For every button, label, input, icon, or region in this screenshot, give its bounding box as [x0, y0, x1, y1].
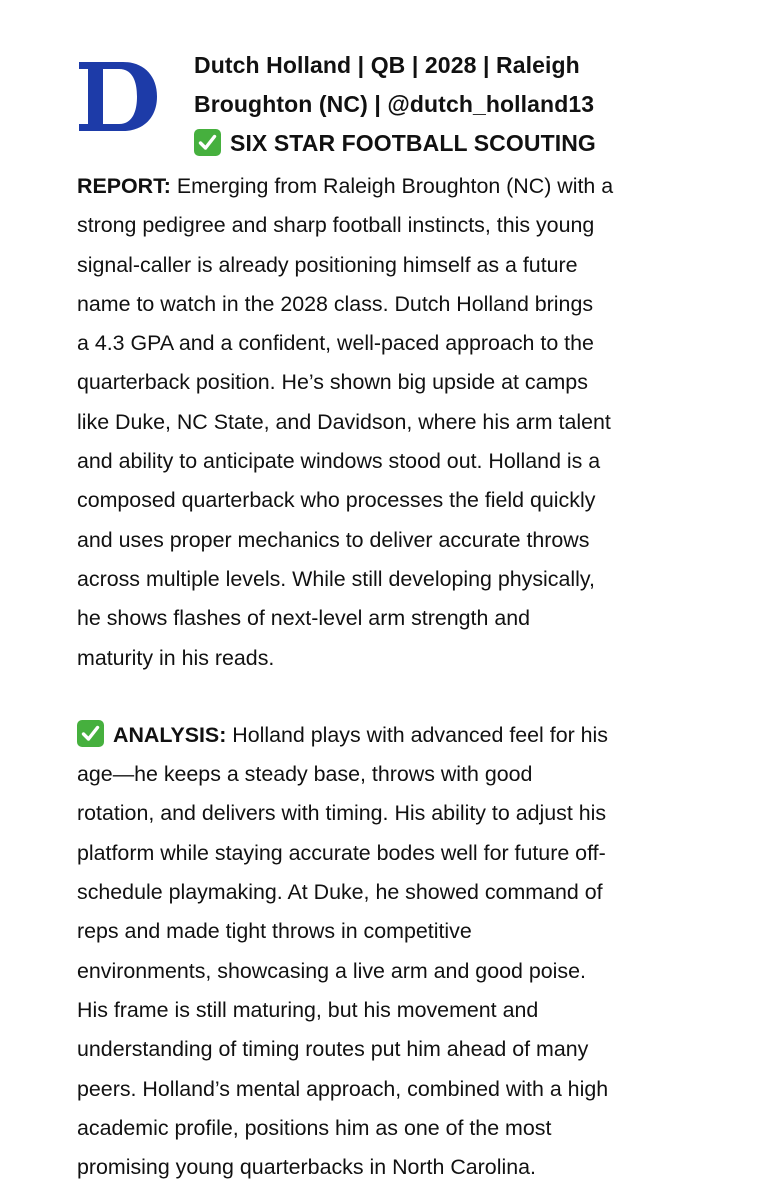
analysis-line: rotation, and delivers with timing. His ability to adjust his — [77, 801, 607, 826]
report-line: a 4.3 GPA and a confident, well-paced approach to the — [77, 331, 594, 356]
report-line: and uses proper mechanics to deliver accurate throws — [77, 527, 590, 552]
heading-subtitle: SIX STAR FOOTBALL SCOUTING — [230, 130, 596, 156]
report-paragraph — [77, 167, 697, 678]
report-line — [77, 167, 697, 206]
report-line: composed quarterback who processes the field quickly — [77, 488, 596, 513]
report-line: quarterback position. He’s shown big upside at camps — [77, 370, 588, 395]
analysis-line: reps and made tight throws in competitive — [77, 919, 472, 944]
heading-subtitle-line — [194, 124, 754, 163]
report-line-text: Emerging from Raleigh Broughton (NC) with a — [170, 174, 614, 198]
analysis-line: understanding of timing routes put him ahead of many — [77, 1037, 589, 1062]
analysis-line: promising young quarterbacks in North Carolina. — [77, 1155, 536, 1180]
report-line: maturity in his reads. — [77, 645, 275, 670]
report-body — [77, 167, 697, 1187]
check-mark-button-icon — [194, 129, 221, 156]
analysis-line: environments, showcasing a live arm and good poise. — [77, 958, 586, 983]
report-label: REPORT: — [77, 174, 171, 198]
report-line: name to watch in the 2028 class. Dutch Holland brings — [77, 291, 594, 316]
analysis-line: age—he keeps a steady base, throws with good — [77, 762, 533, 787]
heading-title-line-1: Dutch Holland | QB | 2028 | Raleigh — [194, 52, 580, 78]
duke-d-logo — [79, 62, 157, 131]
analysis-label: ANALYSIS: — [113, 722, 227, 747]
report-line: signal-caller is already positioning himself as a future — [77, 252, 578, 277]
report-line: he shows flashes of next-level arm strength and — [77, 606, 531, 631]
analysis-line: His frame is still maturing, but his movement and — [77, 997, 539, 1022]
check-mark-button-icon — [77, 720, 104, 747]
post-heading — [194, 46, 754, 163]
duke-d-logo-graphic — [79, 62, 157, 131]
analysis-line-text: Holland plays with advanced feel for his — [226, 722, 609, 747]
report-line: like Duke, NC State, and Davidson, where his arm talent — [77, 409, 611, 434]
heading-title-line-2: Broughton (NC) | @dutch_holland13 — [194, 91, 595, 117]
report-line: across multiple levels. While still developing physically, — [77, 566, 595, 591]
analysis-line — [77, 716, 697, 755]
report-line: strong pedigree and sharp football instincts, this young — [77, 213, 595, 238]
analysis-line: academic profile, positions him as one of the most — [77, 1115, 552, 1140]
analysis-paragraph — [77, 716, 697, 1188]
analysis-line: schedule playmaking. At Duke, he showed command of — [77, 880, 603, 905]
analysis-line: platform while staying accurate bodes well for future off- — [77, 840, 606, 865]
report-line: and ability to anticipate windows stood out. Holland is a — [77, 449, 601, 474]
analysis-line: peers. Holland’s mental approach, combined with a high — [77, 1076, 609, 1101]
